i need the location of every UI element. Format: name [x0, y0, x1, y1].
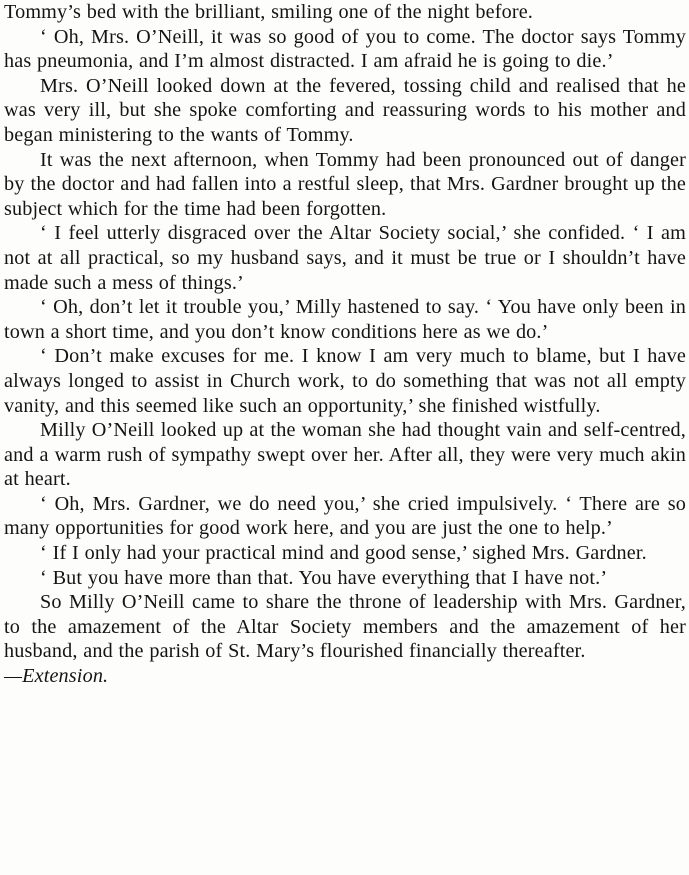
paragraph-conclusion: So Milly O’Neill came to share the throne of leadership with Mrs. Gardner, to the amazement of the Altar Society members and the amazement of her husband, and the parish of St. Mary’s flourished financially thereafter. [4, 591, 686, 663]
paragraph-fevered-child: Mrs. O’Neill looked down at the fevered, tossing child and realised that he was very ill, but she spoke comforting and reassuring words to his mother and began ministering to the wants of Tommy. [4, 74, 686, 146]
source-credit: —Extension. [4, 665, 109, 688]
paragraph-doctor-pneumonia: ‘ Oh, Mrs. O’Neill, it was so good of you to come. The doctor says Tommy has pneumonia, and I’m almost distracted. I am afraid he is going to die.’ [4, 25, 686, 73]
paragraph-dont-trouble: ‘ Oh, don’t let it trouble you,’ Milly hastened to say. ‘ You have only been in town a short time, and you don’t know conditions here as we do.’ [4, 296, 686, 343]
paragraph-disgraced: ‘ I feel utterly disgraced over the Altar Society social,’ she confided. ‘ I am not at all practical, so my husband says, and it must be true or I shouldn’t have made such a mess of things.’ [4, 222, 686, 294]
paragraph-practical-mind: ‘ If I only had your practical mind and good sense,’ sighed Mrs. Gardner. [40, 542, 647, 565]
story-text-column [4, 0, 686, 689]
paragraph-next-afternoon: It was the next afternoon, when Tommy had been pronounced out of danger by the doctor and had fallen into a restful sleep, that Mrs. Gardner brought up the subject which for the time had been forgotten. [4, 148, 686, 220]
paragraph-continuation: Tommy’s bed with the brilliant, smiling one of the night before. [4, 1, 534, 23]
paragraph-more-than-that: ‘ But you have more than that. You have everything that I have not.’ [40, 566, 608, 589]
paragraph-sympathy: Milly O’Neill looked up at the woman she had thought vain and self-centred, and a warm rush of sympathy swept over her. After all, they were very much akin at heart. [4, 419, 686, 491]
paragraph-need-you: ‘ Oh, Mrs. Gardner, we do need you,’ she cried impulsively. ‘ There are so many opportunities for good work here, and you are just the one to help.’ [4, 492, 686, 540]
paragraph-excuses: ‘ Don’t make excuses for me. I know I am very much to blame, but I have always longed to assist in Church work, to do something that was not all empty vanity, and this seemed like such an opportunity,’ she finished wistfully. [4, 345, 686, 417]
